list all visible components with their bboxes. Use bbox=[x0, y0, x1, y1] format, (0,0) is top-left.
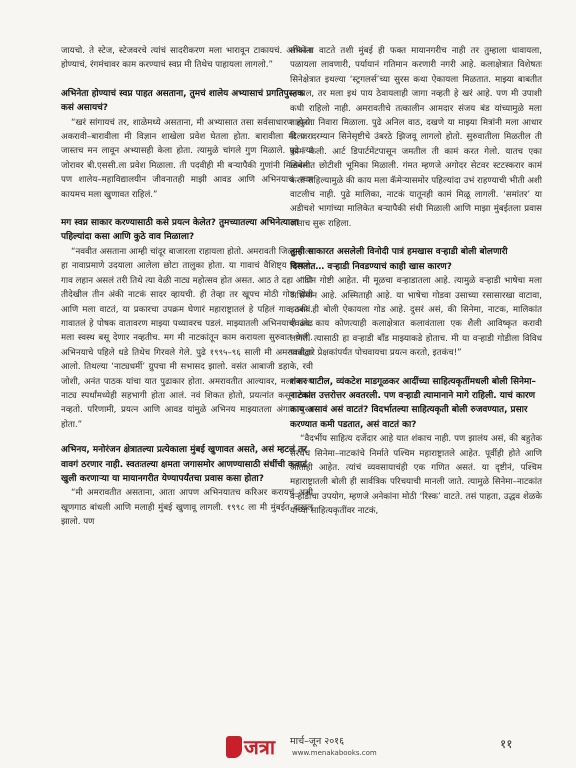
answer-1: “खरं सांगायचं तर, शाळेमध्ये असताना, मी अभ्यासात तसा सर्वसाधारण होतो. अकरावी–बारावीला मी विज्ञान शाखेला प्रवेश घेतला होता. बारावीला मी जरा जास्तच मन लावून अभ्यासही केला होता. त्यामुळे चांगले गुण मिळाले. पुढे त्या जोरावर बी.एससी.ला प्रवेश मिळाला. ती पदवीही मी बऱ्यापैकी गुणांनी मिळवली. पण शालेय–महाविद्यालयीन जीवनातही माझी आवड आणि अभिनयाचं स्वप्न कायमच मला खुणावत राहिलं.” bbox=[61, 117, 313, 200]
answer-5: “वैदर्भीय साहित्य दर्जेदार आहे यात शंकाच नाही. पण झालंय असं, की बहुतेक सरधेच सिनेमा–नाटकांचे निर्माते पश्चिम महाराष्ट्रातले आहेत. पूर्वीही होते आणि आताही आहेत. त्यांचं व्यवसायाचंही एक गणित असतं. या दृष्टीनं, पश्चिम महाराष्ट्रातली बोली ही सार्वत्रिक परिचयाची मानली जाते. त्यामुळे सिनेमा–नाटकांत वऱ्हाडीचा उपयोग, म्हणजे अनेकांना मोठी ‘रिस्क’ वाटते. तसं पाहता, उद्धव शेळके यांच्या साहित्यकृतींवर नाटकं, bbox=[290, 434, 542, 517]
question-1: अभिनेता होण्याचं स्वप्न पाहत असताना, तुमचं शालेय अभ्यासाचं प्रगतिपुस्तक कसं असायचं? bbox=[61, 88, 305, 114]
website-link[interactable]: www.menakabooks.com bbox=[292, 749, 377, 757]
logo-mark-icon bbox=[226, 736, 242, 758]
answer-3: “मी अमरावतीत असताना, आता आपण अभिनयातच करिअर करायचं असी खूणगाठ बांधली आणि मलाही मुंबई खुणावू लागली. १९९८ ला मी मुंबईत दाखल झालो. पण bbox=[61, 488, 313, 528]
page-footer bbox=[0, 732, 576, 768]
question-3: अभिनय, मनोरंजन क्षेत्रातल्या प्रत्येकाला मुंबई खुणावत असते, असं म्हटलं तर वावगं ठरणार नाही. स्वतःतल्या क्षमता जगासमोर आणण्यासाठी संधींची कवाडं खुली करणाऱ्या या मायानगरीत येण्यापर्यंतचा प्रवास कसा होता? bbox=[61, 445, 307, 484]
intro-paragraph: जायचो. ते स्टेज, स्टेजवरचे त्यांचं सादरीकरण मला भारावून टाकायचं. अभिनेता होण्याचं, रंगमंचावर काम करण्याचं स्वप्न मी तिथेच पाहायला लागलो.” bbox=[61, 46, 313, 71]
issue-date: मार्च–जून २०१६ bbox=[290, 736, 345, 747]
answer-2: “नववीत असताना आम्ही चांदूर बाजारला राहायला होतो. अमरावती जिल्ह्यातला हा नावाप्रमाणे उदयाला आलेला छोटा तालुका होता. या गावाचं वैशिष्ट्य म्हणजे, गाव लहान असलं तरी तिथे त्या वेळी नाट्य महोत्सव होत असत. आठ ते दहा आणि तीदेखील तीन अंकी नाटकं सादर व्हायची. ही तेव्हा तर खूपच मोठी गोष्ट होती आणि मला वाटतं, या प्रकारचा उपक्रम घेणारं महाराष्ट्रातलं हे पहिलं गाव ठरावं. गावातलं हे पोषक वातावरण माझ्या पथ्यावरच पडलं. माझ्यातली अभिनयाची ओढ मला स्वस्थ बसू देणार नव्हतीच. मग मी नाटकांतून काम करायला सुरुवात केली. अभिनयाचे पहिले धडे तिथेच गिरवले गेले. पुढे १९९५–९६ साली मी अमरावतीला आलो. तिथल्या ‘नाट्यधर्मी’ ग्रुपचा मी सभासद झालो. वसंत आबाजी डहाके, रवी जोशी, अनंत पाठक यांचा यात पुढाकार होता. अमरावतीत आल्यावर, मला राज्य नाट्य स्पर्धांमध्येही सहभागी होता आलं. नवं शिकत होतो, प्रयत्नांत कसूर ठेवत नव्हतो. परिणामी, प्रयत्न आणि आवड यांमुळे अभिनय माझ्यातला अंगात मुरत होता.” bbox=[61, 246, 313, 430]
answer-4: “दोन गोष्टी आहेत. मी मूळचा वऱ्हाडातला आहे. त्यामुळे वऱ्हाडी भाषेचा मला अभिमान आहे. अस्मिताही आहे. या भाषेचा गोडवा उसाच्या रसासारखा वाटावा, इतकी ही बोली ऐकायला गोड आहे. दुसरं असं, की सिनेमा, नाटक, मालिकांत एवढंच काय कोणत्याही कलाक्षेत्रात कलावंताला एक शैली आविष्कृत करावी लागते. त्यासाठी हा वऱ्हाडी बाँड माझ्याकडे होताच. मी या वऱ्हाडी गोडीला विविध पात्रांद्वारे प्रेक्षकांपर्यंत पोचवायचा प्रयत्न करतो, इतकंच!” bbox=[290, 276, 542, 359]
question-5: शंकर पाटील, व्यंकटेश माडगूळकर आदींच्या साहित्यकृतींमधली बोली सिनेमा–नाटकांत उत्तरोत्तर अवतरली. पण वऱ्हाडी त्यामानाने मागे राहिली. याचं कारण काय असावं असं वाटतं? विदर्भातल्या साहित्यकृती बोली रुजवण्यात, प्रसार करण्यात कमी पडतात, असं वाटतं का? bbox=[290, 376, 536, 430]
logo-text: जत्रा bbox=[244, 735, 276, 759]
page-number: ११ bbox=[500, 737, 513, 751]
question-4: तुम्ही साकारत असलेली विनोदी पात्रं हमखास वऱ्हाडी बोली बोलणारी दिसतात… वऱ्हाडी निवडण्याचं काही खास कारण? bbox=[290, 247, 508, 272]
right-column bbox=[290, 44, 542, 519]
continuation-paragraph: लोकांना वाटते तशी मुंबई ही फक्त मायानगरीच नाही तर तुम्हाला धावायला, पळायला लावणारी, पर्यायानं गतिमान करणारी नगरी आहे. कलाक्षेत्रात विशेषतः सिनेक्षेत्रात इथल्या ‘स्ट्रगलर्स’च्या सुरस कथा ऐकायला मिळतात. माझ्या बाबतीत म्हणाल, तर मला इथं पाय ठेवायलाही जागा नव्हती हे खरं आहे. पण मी उपाशी कधी राहिलो नाही. अमरावतीचे तत्कालीन आमदार संजय बंड यांच्यामुळे मला तात्पुरता निवारा मिळाला. पुढे अनिल वाठ, दखणे या माझ्या मित्रांनी मला आधार दिला. दरम्यान सिनेसृष्टीचे उंबरठे झिजवू लागलो होतो. सुरुवातीला मिळतील ती कामं केली. आर्ट डिपार्टमेंटपासून जमतील ती कामं करत गेलो. यातच एका सिनेमात छोटीशी भूमिका मिळाली. गंमत म्हणजे अगोदर सेटवर स्टटस्करार कामं करत राहिल्यामुळे की काय मला कॅमेऱ्यासमोर पहिल्यांदा उभं राहण्याची भीती अशी वाटलीच नाही. पुढे मालिका, नाटकं यातूनही कामं मिळू लागली. ‘समांतर’ या अडीचशे भागांच्या मालिकेत बऱ्यापैकी संधी मिळाली आणि माझा मुंबईतला प्रवास असाच सुरू राहिला. bbox=[290, 46, 542, 229]
magazine-logo bbox=[226, 734, 290, 760]
question-2: मग स्वप्न साकार करण्यासाठी कसे प्रयत्न केलेत? तुमच्यातल्या अभिनेत्याला पहिल्यांदा कसा आणि कुठे वाव मिळाला? bbox=[61, 218, 299, 243]
left-column bbox=[61, 44, 313, 530]
